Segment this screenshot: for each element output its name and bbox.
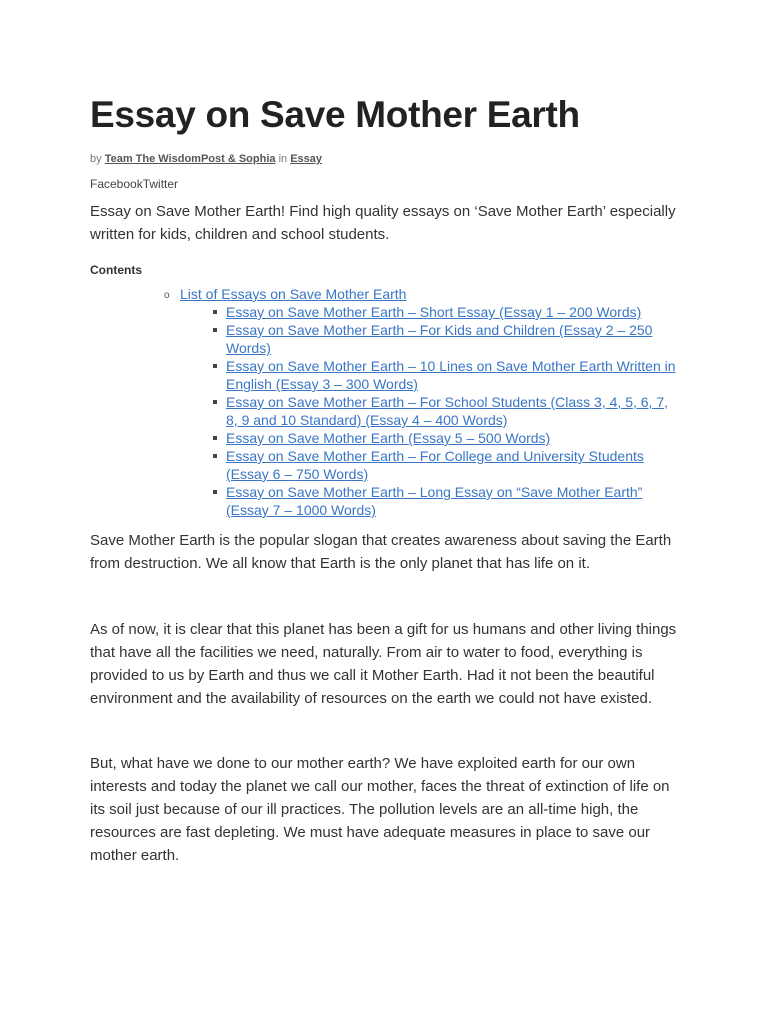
toc-link[interactable]: Essay on Save Mother Earth – Short Essay (Essay 1 – 200 Words) xyxy=(226,304,642,320)
square-bullet-icon xyxy=(213,364,217,368)
square-bullet-icon xyxy=(213,310,217,314)
toc-link[interactable]: Essay on Save Mother Earth – Long Essay on “Save Mother Earth” (Essay 7 – 1000 Words) xyxy=(226,484,643,518)
square-bullet-icon xyxy=(213,490,217,494)
toc-link[interactable]: Essay on Save Mother Earth – For College and University Students (Essay 6 – 750 Words) xyxy=(226,448,644,482)
toc-item xyxy=(210,393,680,429)
toc-sublist xyxy=(210,303,680,519)
toc-item xyxy=(210,447,680,483)
toc-item xyxy=(210,429,680,447)
share-links[interactable]: FacebookTwitter xyxy=(90,177,179,191)
author-link[interactable]: Team The WisdomPost & Sophia xyxy=(104,153,276,165)
body-paragraph: Save Mother Earth is the popular slogan that creates awareness about saving the Earth from destruction. We all know that Earth is the only planet that has life on it. xyxy=(90,532,672,572)
category-link[interactable]: Essay xyxy=(290,153,323,165)
circle-bullet-icon: o xyxy=(164,290,170,301)
byline-middle: in xyxy=(278,153,288,165)
square-bullet-icon xyxy=(213,454,217,458)
toc-item xyxy=(210,483,680,519)
square-bullet-icon xyxy=(213,328,217,332)
square-bullet-icon xyxy=(213,400,217,404)
byline xyxy=(90,152,322,166)
toc-item xyxy=(210,321,680,357)
toc-link[interactable]: Essay on Save Mother Earth – For Kids and Children (Essay 2 – 250 Words) xyxy=(226,322,653,356)
page-title: Essay on Save Mother Earth xyxy=(90,94,580,135)
body-paragraph: As of now, it is clear that this planet has been a gift for us humans and other living things that have all the facilities we need, naturally. From air to water to food, everything is provided to us by Earth and thus we call it Mother Earth. Had it not been the beautiful environment and the availability of resources on the earth we could not have existed. xyxy=(90,621,677,707)
intro-paragraph: Essay on Save Mother Earth! Find high quality essays on ‘Save Mother Earth’ especially written for kids, children and school students. xyxy=(90,203,676,243)
toc-link[interactable]: Essay on Save Mother Earth – 10 Lines on Save Mother Earth Written in English (Essay 3 – 300 Words) xyxy=(226,358,676,392)
toc-item xyxy=(210,357,680,393)
toc-link[interactable]: Essay on Save Mother Earth – For School Students (Class 3, 4, 5, 6, 7, 8, 9 and 10 Standard) (Essay 4 – 400 Words) xyxy=(226,394,668,428)
byline-prefix: by xyxy=(90,153,102,165)
body-paragraph: But, what have we done to our mother earth? We have exploited earth for our own interests and today the planet we call our mother, faces the threat of extinction of life on its soil just because of our ill practices. The pollution levels are an all-time high, the resources are fast depleting. We must have adequate measures in place to save our mother earth. xyxy=(90,755,670,864)
toc-main-link[interactable]: List of Essays on Save Mother Earth xyxy=(180,286,407,302)
toc-item xyxy=(210,303,680,321)
square-bullet-icon xyxy=(213,436,217,440)
toc-link[interactable]: Essay on Save Mother Earth (Essay 5 – 500 Words) xyxy=(226,430,551,446)
contents-heading: Contents xyxy=(90,263,142,277)
